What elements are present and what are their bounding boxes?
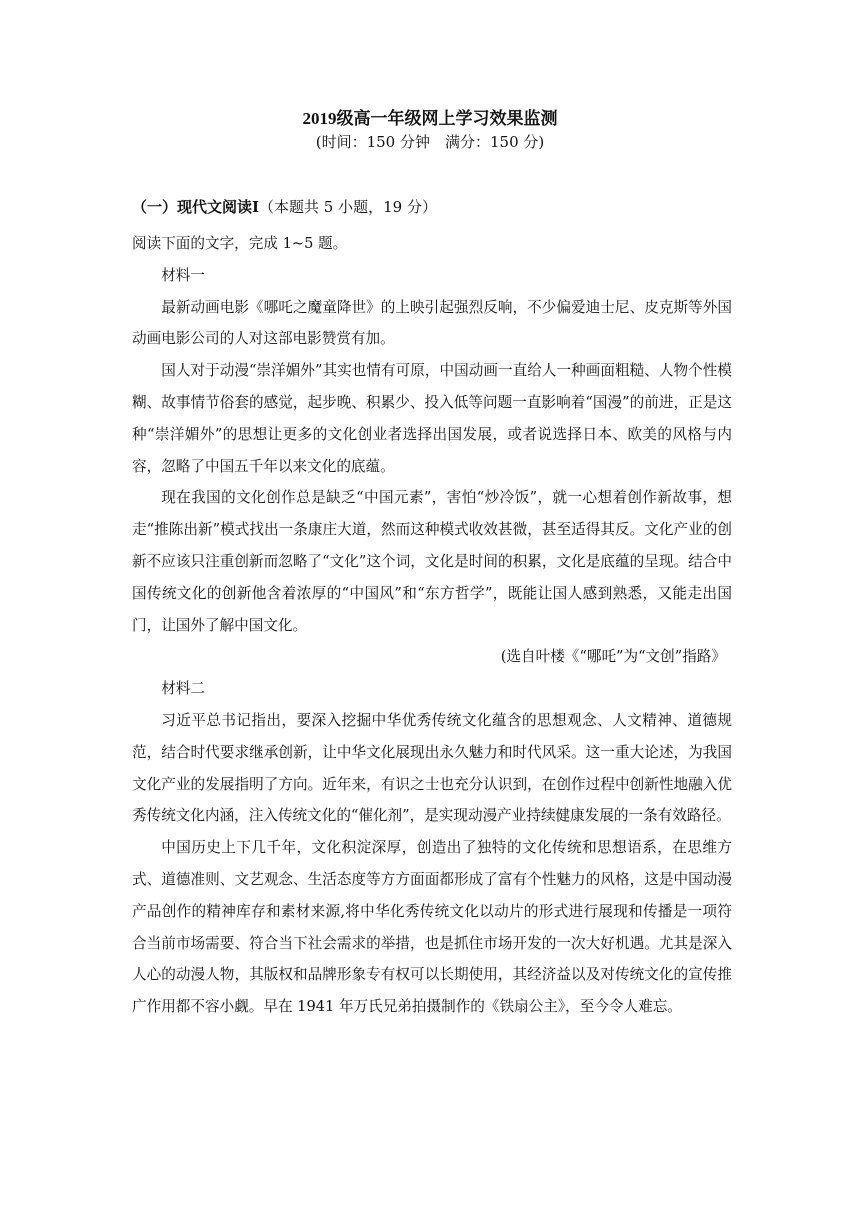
section-heading-note: （本题共 5 小题，19 分） <box>259 198 437 216</box>
material-two-paragraph: 习近平总书记指出，要深入挖掘中华优秀传统文化蕴含的思想观念、人文精神、道德规范，结合时代要求继承创新，让中华文化展现出永久魅力和时代风采。这一重大论述，为我国文化产业的发展指明了方向。近年来，有识之士也充分认识到，在创作过程中创新性地融入优秀传统文化内涵，注入传统文化的“催化剂”，是实现动漫产业持续健康发展的一条有效路径。 <box>132 711 732 825</box>
material-one-label: 材料一 <box>161 266 205 284</box>
section-heading <box>132 196 437 218</box>
material-one-paragraph: 国人对于动漫“崇洋媚外”其实也情有可原，中国动画一直给人一种画面粗糙、人物个性模糊、故事情节俗套的感觉，起步晚、积累少、投入低等问题一直影响着“国漫”的前进，正是这种“崇洋媚外”的思想让更多的文化创业者选择出国发展，或者说选择日本、欧美的风格与内容，忽略了中国五千年以来文化的底蕴。 <box>132 362 732 475</box>
material-one-paragraph: 现在我国的文化创作总是缺乏“中国元素”，害怕“炒冷饭”，就一心想着创作新故事，想走“推陈出新”模式找出一条康庄大道，然而这种模式收效甚微，甚至适得其反。文化产业的创新不应该只注重创新而忽略了“文化”这个词，文化是时间的积累，文化是底蕴的呈现。结合中国传统文化的创新他含着浓厚的“中国风”和“东方哲学”，既能让国人感到熟悉，又能走出国门，让国外了解中国文化。 <box>132 489 732 634</box>
material-one-paragraph: 最新动画电影《哪吒之魔童降世》的上映引起强烈反响，不少偏爱迪士尼、皮克斯等外国动画电影公司的人对这部电影赞赏有加。 <box>132 298 732 348</box>
material-two-label: 材料二 <box>161 680 205 698</box>
instruction-text: 阅读下面的文字，完成 1~5 题。 <box>132 235 348 252</box>
exam-title: 2019级高一年级网上学习效果监测 <box>302 109 558 128</box>
material-two-paragraph: 中国历史上下几千年，文化积淀深厚，创造出了独特的文化传统和思想语系，在思维方式、道德准则、文艺观念、生活态度等方方面面都形成了富有个性魅力的风格，这是中国动漫产品创作的精神库存和素材来源,将中华化秀传统文化以动片的形式进行展现和传播是一项符合当前市场需要、符合当下社会需求的举措，也是抓住市场开发的一次大好机遇。尤其是深入人心的动漫人物，其版权和品牌形象专有权可以长期使用，其经济益以及对传统文化的宣传推广作用都不容小觑。早在 1941 年万氏兄弟拍摄制作的《铁扇公主》，至今令人难忘。 <box>132 839 732 1016</box>
reading-body <box>132 228 732 1023</box>
exam-subtitle: (时间：150 分钟 满分：150 分) <box>315 133 545 151</box>
section-heading-title: （一）现代文阅读Ⅰ <box>132 198 260 216</box>
material-one-source: (选自叶楼《“哪吒”为“文创”指路》 <box>500 648 726 666</box>
